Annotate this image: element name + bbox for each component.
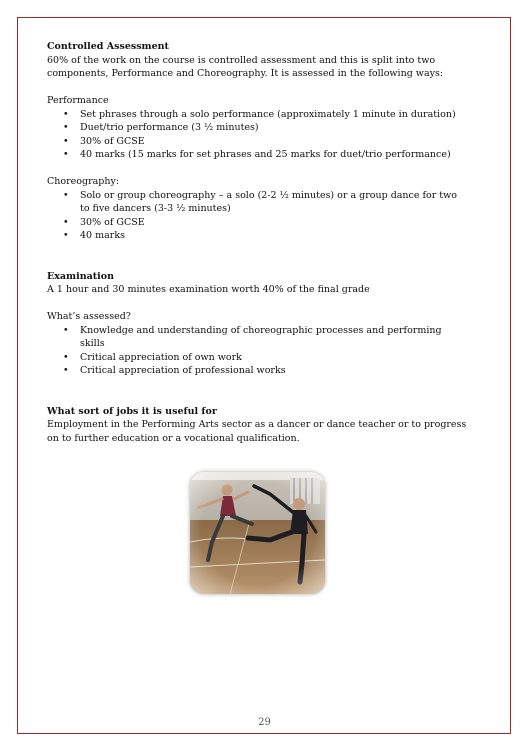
controlled-assessment-intro: 60% of the work on the course is controlled assessment and this is split into two components, Performance and Choreography. It is assessed in the following ways: (47, 54, 444, 79)
performance-list (47, 108, 467, 162)
bullet-icon: • (63, 230, 69, 241)
bullet-icon: • (63, 351, 69, 363)
bullet-icon: • (63, 122, 69, 133)
bullet-icon: • (63, 216, 69, 228)
whats-assessed-label: What’s assessed? (47, 311, 131, 322)
jobs-text: Employment in the Performing Arts sector as a dancer or dance teacher or to progress on to further education or a vocational qualification. (47, 419, 467, 444)
examination-text: A 1 hour and 30 minutes examination worth 40% of the final grade (47, 284, 370, 295)
bullet-icon: • (63, 189, 69, 201)
performance-label: Performance (47, 95, 109, 106)
list-item: • Solo or group choreography – a solo (2-2 ½ minutes) or a group dance for two to five dancers (3-3 ½ minutes) (63, 189, 457, 214)
choreography-label: Choreography: (47, 176, 120, 187)
list-item: • Knowledge and understanding of choreographic processes and performing skills (63, 324, 442, 349)
list-item: • Set phrases through a solo performance (approximately 1 minute in duration) (63, 108, 456, 120)
list-item: • 40 marks (63, 230, 125, 241)
page-content (47, 40, 467, 445)
list-item: • 30% of GCSE (63, 135, 145, 147)
list-item: • 30% of GCSE (63, 216, 145, 228)
list-item: • 40 marks (15 marks for set phrases and 25 marks for duet/trio performance) (63, 149, 451, 160)
controlled-assessment-heading: Controlled Assessment (47, 41, 169, 52)
list-item: • Duet/trio performance (3 ½ minutes) (63, 122, 259, 133)
examination-heading: Examination (47, 270, 115, 282)
list-item: • Critical appreciation of own work (63, 351, 242, 363)
choreography-list (47, 189, 467, 243)
assessed-list (47, 324, 467, 378)
bullet-icon: • (63, 324, 69, 336)
bullet-icon: • (63, 149, 69, 160)
bullet-icon: • (63, 135, 69, 147)
list-item: • Critical appreciation of professional works (63, 365, 286, 376)
dance-photo (190, 472, 325, 594)
jobs-heading: What sort of jobs it is useful for (47, 405, 217, 417)
bullet-icon: • (63, 365, 69, 376)
bullet-icon: • (63, 108, 69, 120)
page-number: 29 (258, 717, 271, 728)
